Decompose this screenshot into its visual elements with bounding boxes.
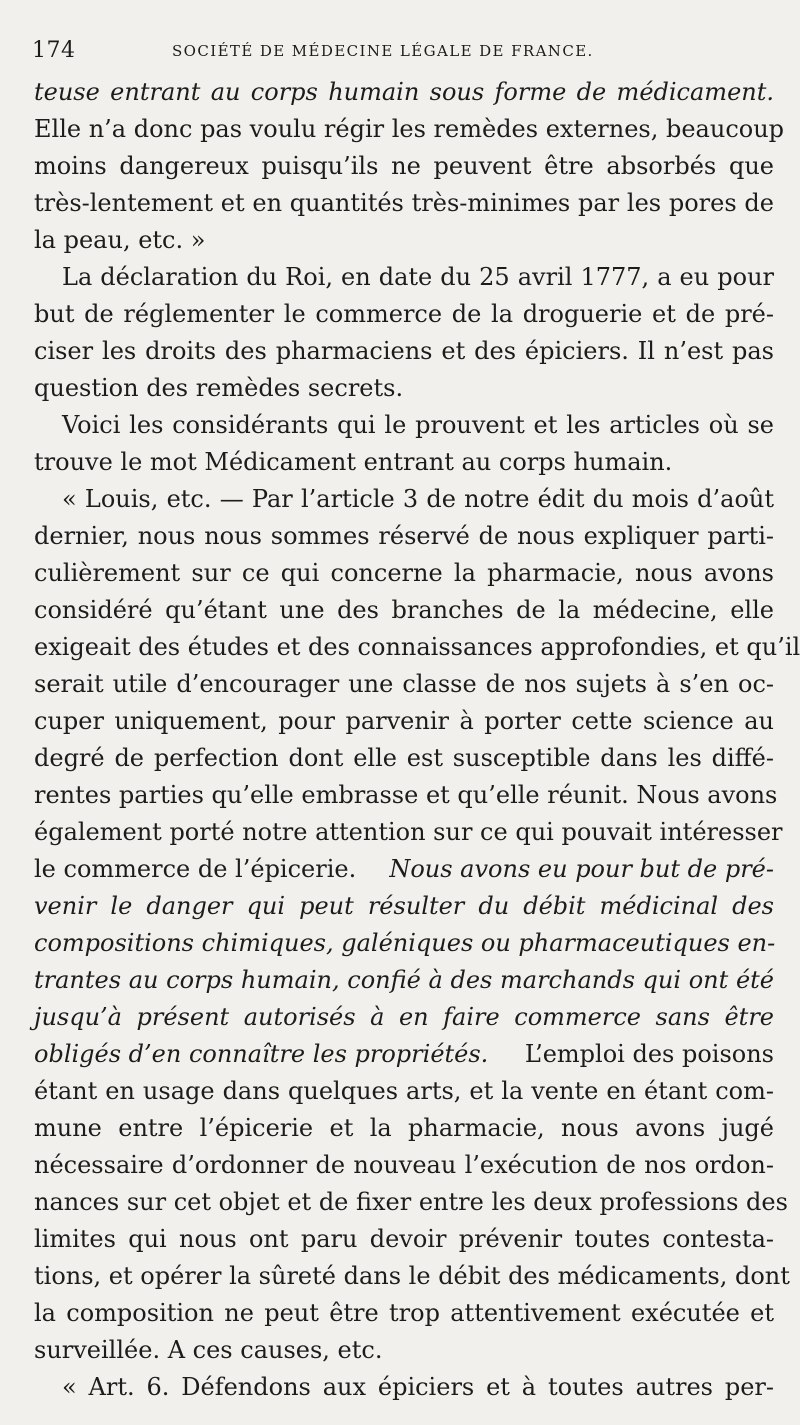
- body-text: [34, 74, 800, 1406]
- running-head: SOCIÉTÉ DE MÉDECINE LÉGALE DE FRANCE.: [172, 42, 594, 60]
- text-line: considéré qu’étant une des branches de la médecine, elle: [34, 596, 774, 624]
- text-line: venir le danger qui peut résulter du débit médicinal des: [34, 892, 774, 920]
- text-line: but de réglementer le commerce de la droguerie et de pré-: [34, 300, 774, 328]
- text-line: serait utile d’encourager une classe de nos sujets à s’en oc-: [34, 670, 774, 698]
- paragraph-start-line: « Art. 6. Défendons aux épiciers et à toutes autres per-: [62, 1373, 774, 1401]
- text-line: exigeait des études et des connaissances approfondies, et qu’il: [34, 633, 800, 661]
- text-line: la composition ne peut être trop attentivement exécutée et: [34, 1299, 774, 1327]
- page-header: [32, 38, 772, 68]
- text-line: très-lentement et en quantités très-minimes par les pores de: [34, 189, 774, 217]
- text-line-mixed: [34, 1036, 774, 1073]
- paragraph-start-line: La déclaration du Roi, en date du 25 avril 1777, a eu pour: [62, 263, 774, 291]
- text-line: teuse entrant au corps humain sous forme de médicament.: [34, 78, 774, 106]
- page-number: 174: [32, 38, 76, 63]
- text-line: jusqu’à présent autorisés à en faire commerce sans être: [34, 1003, 774, 1031]
- text-line: étant en usage dans quelques arts, et la vente en étant com-: [34, 1077, 774, 1105]
- text-line: la peau, etc. »: [34, 226, 206, 254]
- text-line: tions, et opérer la sûreté dans le débit des médicaments, dont: [34, 1262, 790, 1290]
- text-line: Elle n’a donc pas voulu régir les remèdes externes, beaucoup: [34, 115, 785, 143]
- text-line: degré de perfection dont elle est susceptible dans les diffé-: [34, 744, 774, 772]
- text-line: nances sur cet objet et de fixer entre les deux professions des: [34, 1188, 788, 1216]
- text-line: limites qui nous ont paru devoir prévenir toutes contesta-: [34, 1225, 774, 1253]
- text-line-mixed: [34, 851, 774, 888]
- paragraph-start-line: « Louis, etc. — Par l’article 3 de notre édit du mois d’août: [62, 485, 774, 513]
- text-line: surveillée. A ces causes, etc.: [34, 1336, 383, 1364]
- text-line: cuper uniquement, pour parvenir à porter cette science au: [34, 707, 774, 735]
- paragraph-start-line: Voici les considérants qui le prouvent et les articles où se: [62, 411, 774, 439]
- text-line: dernier, nous nous sommes réservé de nous expliquer parti-: [34, 522, 774, 550]
- text-line: moins dangereux puisqu’ils ne peuvent être absorbés que: [34, 152, 774, 180]
- text-line: culièrement sur ce qui concerne la pharmacie, nous avons: [34, 559, 774, 587]
- text-line: également porté notre attention sur ce qui pouvait intéresser: [34, 818, 783, 846]
- italic-segment: Nous avons eu pour but de pré-: [389, 855, 774, 883]
- text-line: ciser les droits des pharmaciens et des épiciers. Il n’est pas: [34, 337, 774, 365]
- text-line: compositions chimiques, galéniques ou pharmaceutiques en-: [34, 929, 776, 957]
- text-line: mune entre l’épicerie et la pharmacie, nous avons jugé: [34, 1114, 774, 1142]
- text-line: rentes parties qu’elle embrasse et qu’elle réunit. Nous avons: [34, 781, 778, 809]
- text-line: nécessaire d’ordonner de nouveau l’exécution de nos ordon-: [34, 1151, 774, 1179]
- text-line: trantes au corps humain, confié à des marchands qui ont été: [34, 966, 774, 994]
- text-segment: L’emploi des poisons: [524, 1040, 774, 1068]
- text-segment: le commerce de l’épicerie.: [34, 855, 357, 883]
- text-line: trouve le mot Médicament entrant au corps humain.: [34, 448, 673, 476]
- text-line: question des remèdes secrets.: [34, 374, 404, 402]
- italic-segment: obligés d’en connaître les propriétés.: [34, 1040, 489, 1068]
